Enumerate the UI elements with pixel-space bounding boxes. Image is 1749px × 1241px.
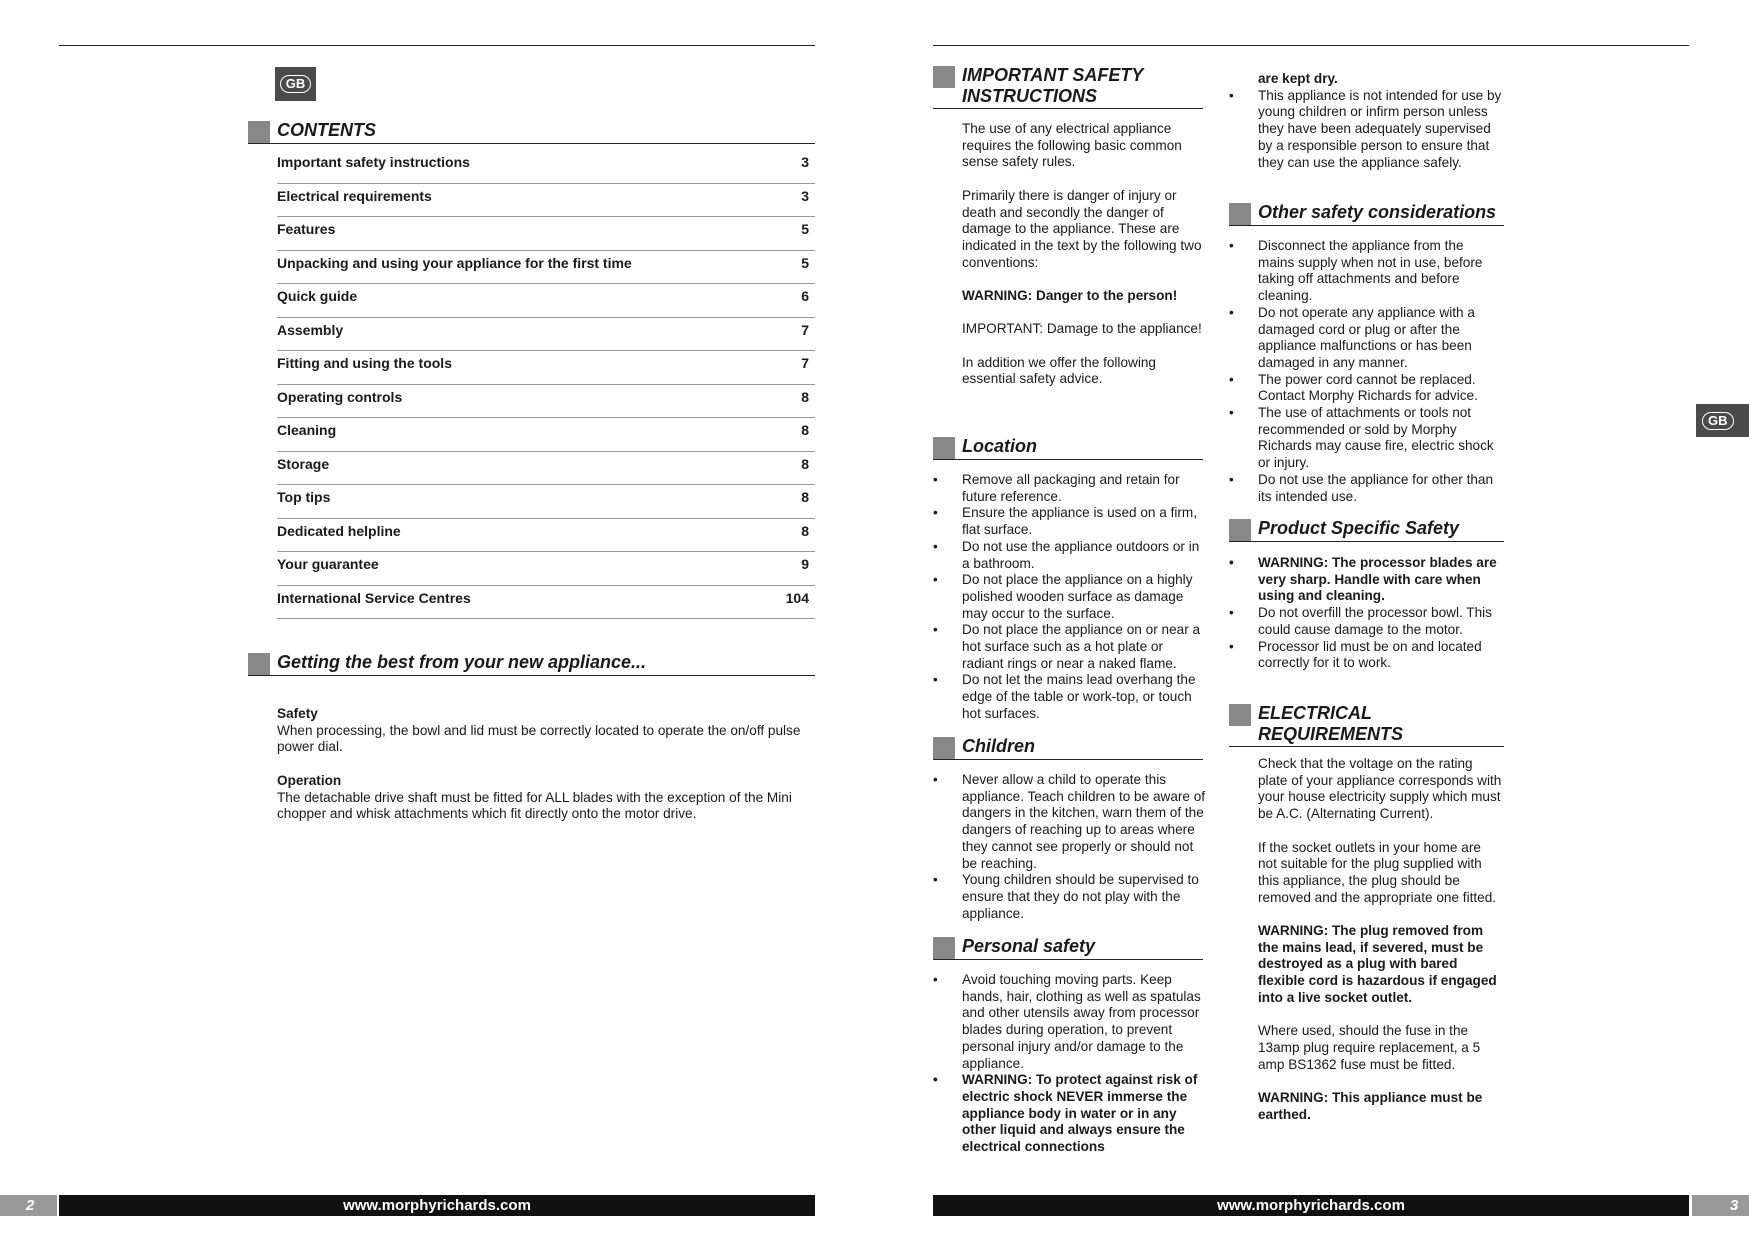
continued-body xyxy=(1258,71,1503,171)
location-title: Location xyxy=(962,436,1037,456)
toc-row[interactable] xyxy=(277,284,815,318)
children-title: Children xyxy=(962,736,1036,756)
location-heading xyxy=(933,436,1203,460)
heading-square-icon xyxy=(933,66,955,88)
toc-page-number: 6 xyxy=(801,288,809,304)
other-list xyxy=(1258,238,1503,505)
electrical-body xyxy=(1258,756,1503,1140)
toc-page-number: 8 xyxy=(801,388,809,405)
personal-list xyxy=(962,972,1207,1156)
kept-dry: are kept dry. xyxy=(1258,71,1338,86)
product-heading xyxy=(1229,518,1504,542)
elec-1: Check that the voltage on the rating plate of your appliance corresponds with your house electricity supply which must be A.C. (Alternating Current). xyxy=(1258,756,1502,822)
intro-2: Primarily there is danger of injury or death and secondly the danger of damage to the appliance. These are indicated in the text by the following two conventions: xyxy=(962,187,1202,270)
young-children-list xyxy=(1258,88,1503,172)
best-title: Getting the best from your new appliance... xyxy=(277,652,647,672)
toc-page-number: 3 xyxy=(801,187,809,204)
list-item: • WARNING: The processor blades are very sharp. Handle with care when using and cleaning. xyxy=(1229,555,1503,605)
toc-page-number: 3 xyxy=(801,154,809,170)
footer-url-right[interactable]: www.morphyrichards.com xyxy=(933,1195,1689,1216)
toc-page-number: 7 xyxy=(801,321,809,338)
list-item: • This appliance is not intended for use by young children or infirm person unless they have been adequately supervised by a responsible person to ensure that they can use the appliance safely. xyxy=(1229,88,1503,172)
personal-body xyxy=(962,972,1207,1156)
children-heading xyxy=(933,736,1203,760)
toc-row[interactable] xyxy=(277,184,815,218)
personal-title: Personal safety xyxy=(962,936,1096,956)
electrical-heading xyxy=(1229,703,1504,747)
intro-1: The use of any electrical appliance requires the following basic common sense safety rules. xyxy=(962,121,1182,170)
list-item: • Disconnect the appliance from the mains supply when not in use, before taking off attachments and before cleaning. xyxy=(1229,238,1503,305)
list-item: • Do not place the appliance on a highly polished wooden surface as damage may occur to the surface. xyxy=(933,572,1207,622)
toc-title: International Service Centres xyxy=(277,589,471,606)
heading-square-icon xyxy=(1229,519,1251,541)
toc-page-number: 8 xyxy=(801,489,809,505)
toc-title: Your guarantee xyxy=(277,556,379,572)
toc-page-number: 8 xyxy=(801,422,809,438)
toc-row[interactable] xyxy=(277,251,815,285)
elec-warning-2: WARNING: This appliance must be earthed. xyxy=(1258,1090,1483,1122)
toc-row[interactable] xyxy=(277,485,815,519)
intro-3: In addition we offer the following essential safety advice. xyxy=(962,354,1156,387)
table-of-contents xyxy=(277,150,815,619)
best-body xyxy=(277,706,822,840)
important-heading xyxy=(933,65,1203,109)
other-heading xyxy=(1229,202,1504,226)
page-number-right: 3 xyxy=(1692,1195,1749,1216)
location-list xyxy=(962,472,1207,723)
list-item: • Young children should be supervised to ensure that they do not play with the appliance. xyxy=(933,872,1207,922)
heading-square-icon xyxy=(933,937,955,959)
list-item: • Avoid touching moving parts. Keep hands, hair, clothing as well as spatulas and other utensils away from processor blades during operation, to prevent personal injury and/or damage to the appliance. xyxy=(933,972,1207,1072)
list-item: • Do not overfill the processor bowl. This could cause damage to the motor. xyxy=(1229,605,1503,638)
toc-row[interactable] xyxy=(277,318,815,352)
toc-page-number: 8 xyxy=(801,455,809,472)
important-body xyxy=(962,121,1207,405)
top-rule xyxy=(59,45,815,46)
toc-title: Operating controls xyxy=(277,388,403,405)
list-item: • The power cord cannot be replaced. Contact Morphy Richards for advice. xyxy=(1229,372,1503,405)
list-item: • Remove all packaging and retain for future reference. xyxy=(933,472,1207,505)
toc-title: Quick guide xyxy=(277,288,358,304)
safety-heading: Safety xyxy=(277,706,318,721)
important-title: IMPORTANT SAFETY INSTRUCTIONS xyxy=(962,65,1144,106)
other-body xyxy=(1258,238,1503,505)
toc-title: Assembly xyxy=(277,321,344,338)
personal-heading xyxy=(933,936,1203,960)
toc-row[interactable] xyxy=(277,385,815,419)
page-number-left: 2 xyxy=(0,1195,57,1216)
toc-title: Dedicated helpline xyxy=(277,522,401,539)
warning-person: WARNING: Danger to the person! xyxy=(962,288,1178,303)
location-body xyxy=(962,472,1207,723)
safety-text: When processing, the bowl and lid must be correctly located to operate the on/off pulse power dial. xyxy=(277,722,801,755)
toc-title: Cleaning xyxy=(277,422,337,438)
toc-page-number: 7 xyxy=(801,355,809,371)
gb-side-tab xyxy=(1696,404,1749,437)
top-rule xyxy=(933,45,1689,46)
heading-square-icon xyxy=(1229,704,1251,726)
list-item: • Do not use the appliance outdoors or in a bathroom. xyxy=(933,539,1207,572)
electrical-title: ELECTRICAL REQUIREMENTS xyxy=(1258,703,1404,744)
heading-square-icon xyxy=(933,737,955,759)
toc-row[interactable] xyxy=(277,519,815,553)
product-list xyxy=(1258,555,1503,672)
elec-3: Where used, should the fuse in the 13amp plug require replacement, a 5 amp BS1362 fuse must be fitted. xyxy=(1258,1023,1481,1072)
toc-page-number: 5 xyxy=(801,254,809,271)
toc-page-number: 9 xyxy=(801,556,809,572)
list-item: • Processor lid must be on and located correctly for it to work. xyxy=(1229,639,1503,672)
heading-square-icon xyxy=(248,653,270,675)
list-item: • Ensure the appliance is used on a firm, flat surface. xyxy=(933,505,1207,538)
toc-page-number: 104 xyxy=(785,589,809,606)
list-item: • WARNING: To protect against risk of electric shock NEVER immerse the appliance body in water or in any other liquid and always ensure the electrical connections xyxy=(933,1072,1207,1156)
gb-badge-label: GB xyxy=(280,75,312,93)
toc-title: Features xyxy=(277,221,336,237)
toc-row[interactable] xyxy=(277,586,815,620)
important-damage: IMPORTANT: Damage to the appliance! xyxy=(962,321,1202,337)
best-heading xyxy=(248,652,815,676)
left-page xyxy=(0,0,874,1241)
children-list xyxy=(962,772,1207,922)
heading-square-icon xyxy=(1229,203,1251,225)
elec-warning-1: WARNING: The plug removed from the mains lead, if severed, must be destroyed as a plug with bared flexible cord is hazardous if engaged into a live socket outlet. xyxy=(1258,923,1497,1005)
list-item: • Do not let the mains lead overhang the edge of the table or work-top, or touch hot surfaces. xyxy=(933,672,1207,722)
list-item: • The use of attachments or tools not recommended or sold by Morphy Richards may cause fire, electric shock or injury. xyxy=(1229,405,1503,472)
product-title: Product Specific Safety xyxy=(1258,518,1460,538)
toc-page-number: 5 xyxy=(801,221,809,237)
list-item: • Do not operate any appliance with a damaged cord or plug or after the appliance malfunctions or has been damaged in any manner. xyxy=(1229,305,1503,372)
toc-page-number: 8 xyxy=(801,522,809,539)
toc-title: Top tips xyxy=(277,489,331,505)
toc-row[interactable] xyxy=(277,552,815,586)
toc-title: Unpacking and using your appliance for the first time xyxy=(277,254,632,271)
toc-row[interactable] xyxy=(277,217,815,251)
product-body xyxy=(1258,555,1503,672)
operation-text: The detachable drive shaft must be fitted for ALL blades with the exception of the Mini chopper and whisk attachments which fit directly onto the motor drive. xyxy=(277,789,792,822)
elec-2: If the socket outlets in your home are not suitable for the plug supplied with this appliance, the plug should be removed and the appropriate one fitted. xyxy=(1258,839,1497,905)
list-item: • Do not place the appliance on or near a hot surface such as a hot plate or radiant rings or near a naked flame. xyxy=(933,622,1207,672)
children-body xyxy=(962,772,1207,922)
toc-title: Storage xyxy=(277,455,330,472)
toc-row[interactable] xyxy=(277,351,815,385)
contents-heading xyxy=(248,120,815,144)
list-item: • Never allow a child to operate this appliance. Teach children to be aware of dangers in the kitchen, warn them of the dangers of reaching up to areas where they cannot see properly or should not be reaching. xyxy=(933,772,1207,872)
heading-square-icon xyxy=(933,437,955,459)
gb-side-tab-label: GB xyxy=(1702,412,1734,430)
right-page xyxy=(874,0,1749,1241)
operation-heading: Operation xyxy=(277,772,342,788)
heading-square-icon xyxy=(248,121,270,143)
contents-title: CONTENTS xyxy=(277,120,376,140)
other-title: Other safety considerations xyxy=(1258,202,1497,222)
footer-url-left[interactable]: www.morphyrichards.com xyxy=(59,1195,815,1216)
list-item: • Do not use the appliance for other than its intended use. xyxy=(1229,472,1503,505)
toc-title: Electrical requirements xyxy=(277,187,432,204)
toc-title: Fitting and using the tools xyxy=(277,355,452,371)
toc-row[interactable] xyxy=(277,418,815,452)
toc-row[interactable] xyxy=(277,150,815,184)
gb-badge xyxy=(275,67,316,101)
toc-row[interactable] xyxy=(277,452,815,486)
toc-title: Important safety instructions xyxy=(277,154,470,170)
